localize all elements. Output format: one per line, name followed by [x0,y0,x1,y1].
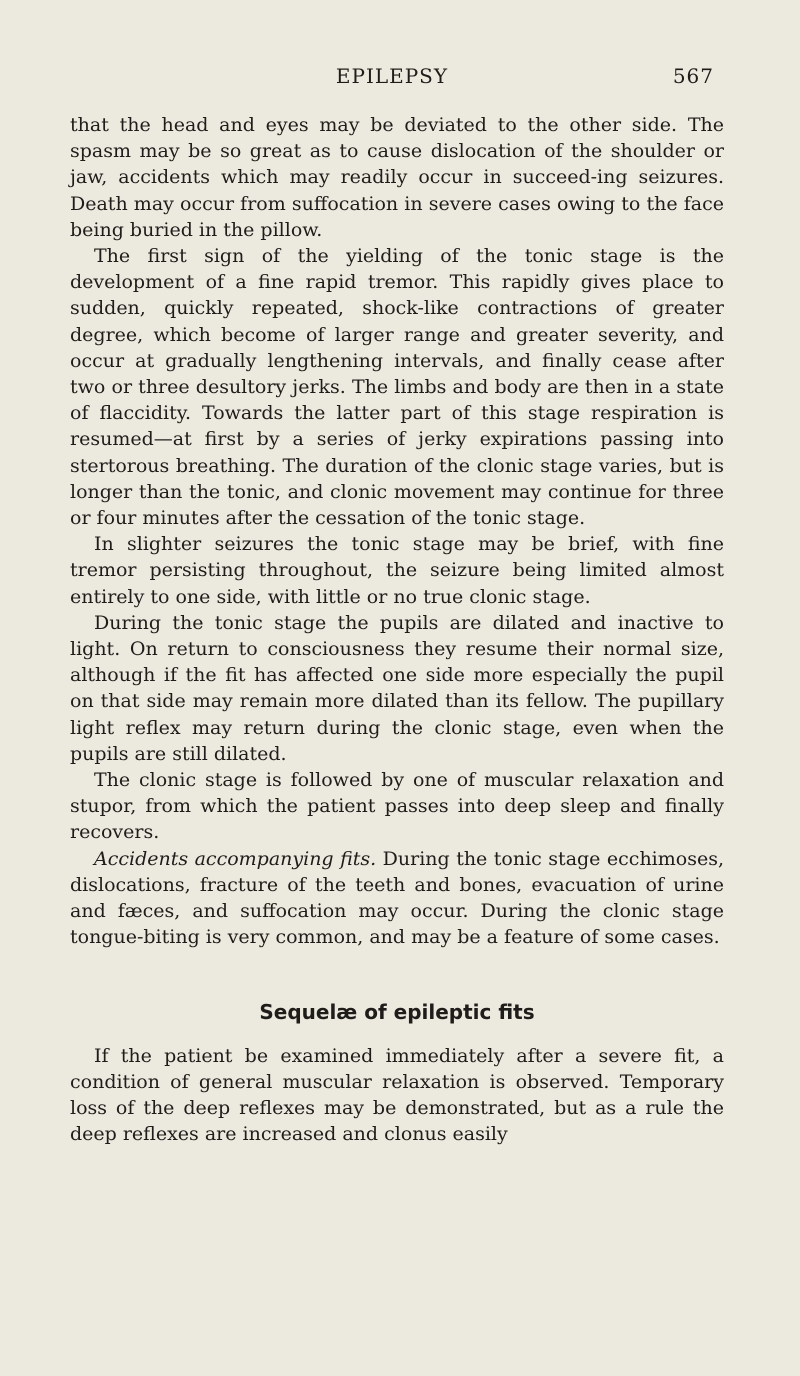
running-head [70,64,714,92]
section-heading: Sequelæ of epileptic fits [259,999,535,1024]
paragraph-relaxation: The clonic stage is followed by one of muscular relaxation and stupor, from which the patient passes into deep sleep and finally recovers. [70,769,724,844]
page-number: 567 [672,64,714,88]
paragraph-slighter-seizures: In slighter seizures the tonic stage may be brief, with fine tremor persisting throughout, the seizure being limited almost entirely to one side, with little or no true clonic stage. [70,533,724,608]
paragraph-continuation: that the head and eyes may be deviated to the other side. The spasm may be so great as to cause dislocation of the shoulder or jaw, accidents which may readily occur in succeed-ing seizures. Death may occur from suffocation in severe cases owing to the face being buried in the pillow. [70,114,724,241]
accidents-heading: Accidents accompanying fits. [94,847,377,870]
accidents-text: During the tonic stage ecchimoses, dislocations, fracture of the teeth and bones, evacuation of urine and fæces, and suffocation may occur. During the clonic stage tongue-biting is very common, and may be a feature of some cases. [70,847,724,949]
body-text [70,112,724,1148]
paragraph-sequelae: If the patient be examined immediately after a severe fit, a condition of general muscular relaxation is observed. Temporary loss of the deep reflexes may be demonstrated, but as a rule the deep reflexes are increased and clonus easily [70,1044,724,1146]
running-title: EPILEPSY [335,64,449,88]
paragraph-pupils: During the tonic stage the pupils are dilated and inactive to light. On return to consciousness they resume their normal size, although if the fit has affected one side more especially the pupil on that side may remain more dilated than its fellow. The pupillary light reflex may return during the clonic stage, even when the pupils are still dilated. [70,611,724,765]
paragraph-accidents [70,846,724,951]
paragraph-tonic-yielding: The first sign of the yielding of the tonic stage is the development of a fine rapid tremor. This rapidly gives place to sudden, quickly repeated, shock-like contractions of greater degree, which become of larger range and greater severity, and occur at gradually lengthening intervals, and finally cease after two or three desultory jerks. The limbs and body are then in a state of flaccidity. Towards the latter part of this stage respiration is resumed—at first by a series of jerky expirations passing into stertorous breathing. The duration of the clonic stage varies, but is longer than the tonic, and clonic movement may continue for three or four minutes after the cessation of the tonic stage. [70,245,724,530]
